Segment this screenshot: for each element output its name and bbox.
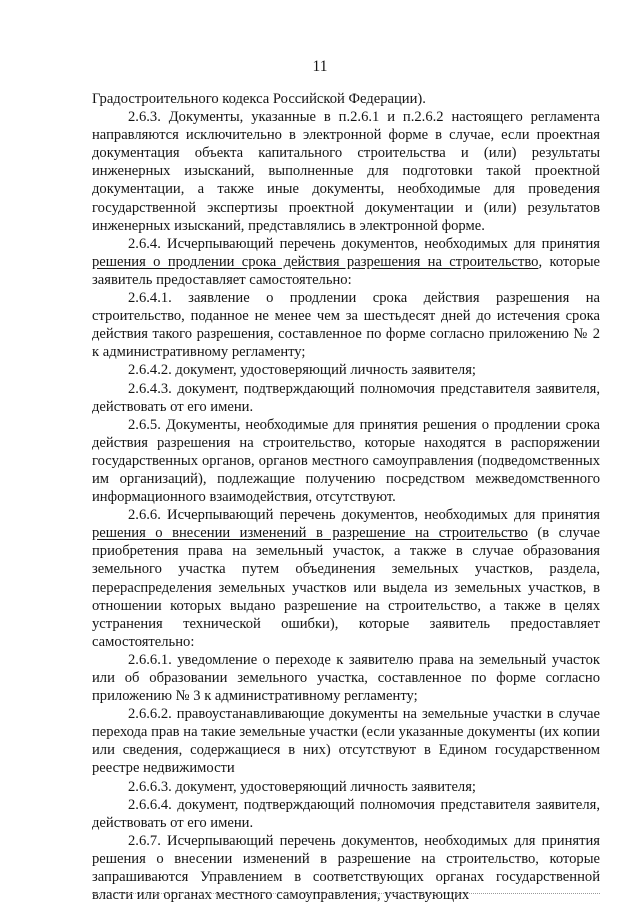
paragraph-2-6-4-tail: , которые заявитель предоставляет самостоятельно: <box>92 253 600 288</box>
paragraph-2-6-4-1: 2.6.4.1. заявление о продлении срока действия разрешения на строительство, поданное не менее чем за шестьдесят дней до истечения срока действия такого разрешения, составленное по форме согласно приложению № 2 к административному регламенту; <box>92 290 600 361</box>
paragraph-2-6-6-2: 2.6.6.2. правоустанавливающие документы на земельные участки в случае перехода прав на такие земельные участки (если указанные документы (их копии или сведения, содержащиеся в них) отсутствуют в Едином государственном реестре недвижимости <box>92 706 600 777</box>
paragraph-2-6-6-tail: (в случае приобретения права на земельный участок, а также в случае образования земельного участка путем объединения земельных участков, раздела, перераспределения земельных участков или выдела из земельных участков, в отношении которых выдано разрешение на строительство, а также в целях устранения технической ошибки), которые заявитель предоставляет самостоятельно: <box>92 525 600 650</box>
paragraph-2-6-6-1: 2.6.6.1. уведомление о переходе к заявителю права на земельный участок или об образовании земельного участка, составленное по форме согласно приложению № 3 к административному регламенту; <box>92 651 600 705</box>
paragraph-2-6-6 <box>92 506 600 651</box>
paragraph-continuation: Градостроительного кодекса Российской Федерации). <box>92 91 426 107</box>
document-body <box>92 90 600 904</box>
amendment-decision-link[interactable]: решения о внесении изменений в разрешение на строительство <box>92 525 528 542</box>
paragraph-2-6-6-4: 2.6.6.4. документ, подтверждающий полномочия представителя заявителя, действовать от его имени. <box>92 796 600 831</box>
page-number: 11 <box>312 58 328 75</box>
paragraph-2-6-4 <box>92 235 600 289</box>
paragraph-2-6-4-2: 2.6.4.2. документ, удостоверяющий личность заявителя; <box>128 362 476 379</box>
paragraph-2-6-6-3: 2.6.6.3. документ, удостоверяющий личность заявителя; <box>128 778 476 795</box>
page-bottom-divider <box>92 893 600 894</box>
paragraph-2-6-6-lead: 2.6.6. Исчерпывающий перечень документов, необходимых для принятия <box>128 507 600 524</box>
paragraph-2-6-5: 2.6.5. Документы, необходимые для принятия решения о продлении срока действия разрешения на строительство, которые находятся в распоряжении государственных органов, органов местного самоуправления (подведомственных им организаций), подлежащие получению посредством межведомственного информационного взаимодействия, отсутствуют. <box>92 416 600 506</box>
paragraph-2-6-4-lead: 2.6.4. Исчерпывающий перечень документов, необходимых для принятия <box>128 235 600 252</box>
paragraph-2-6-3: 2.6.3. Документы, указанные в п.2.6.1 и п.2.6.2 настоящего регламента направляются исключительно в электронной форме в случае, если проектная документация объекта капитального строительства и (или) результаты инженерных изысканий, выполненные для подготовки такой проектной документации, а также иные документы, необходимые для проведения государственной экспертизы проектной документации и (или) результатов инженерных изысканий, представлялись в электронной форме. <box>92 109 600 234</box>
paragraph-2-6-4-3: 2.6.4.3. документ, подтверждающий полномочия представителя заявителя, действовать от его имени. <box>92 380 600 415</box>
extension-decision-link[interactable]: решения о продлении срока действия разрешения на строительство <box>92 253 539 270</box>
paragraph-2-6-7: 2.6.7. Исчерпывающий перечень документов, необходимых для принятия решения о внесении изменений в разрешение на строительство, которые запрашиваются Управлением в соответствующих органах государственной власти или органах местного самоуправления, участвующих <box>92 832 600 904</box>
